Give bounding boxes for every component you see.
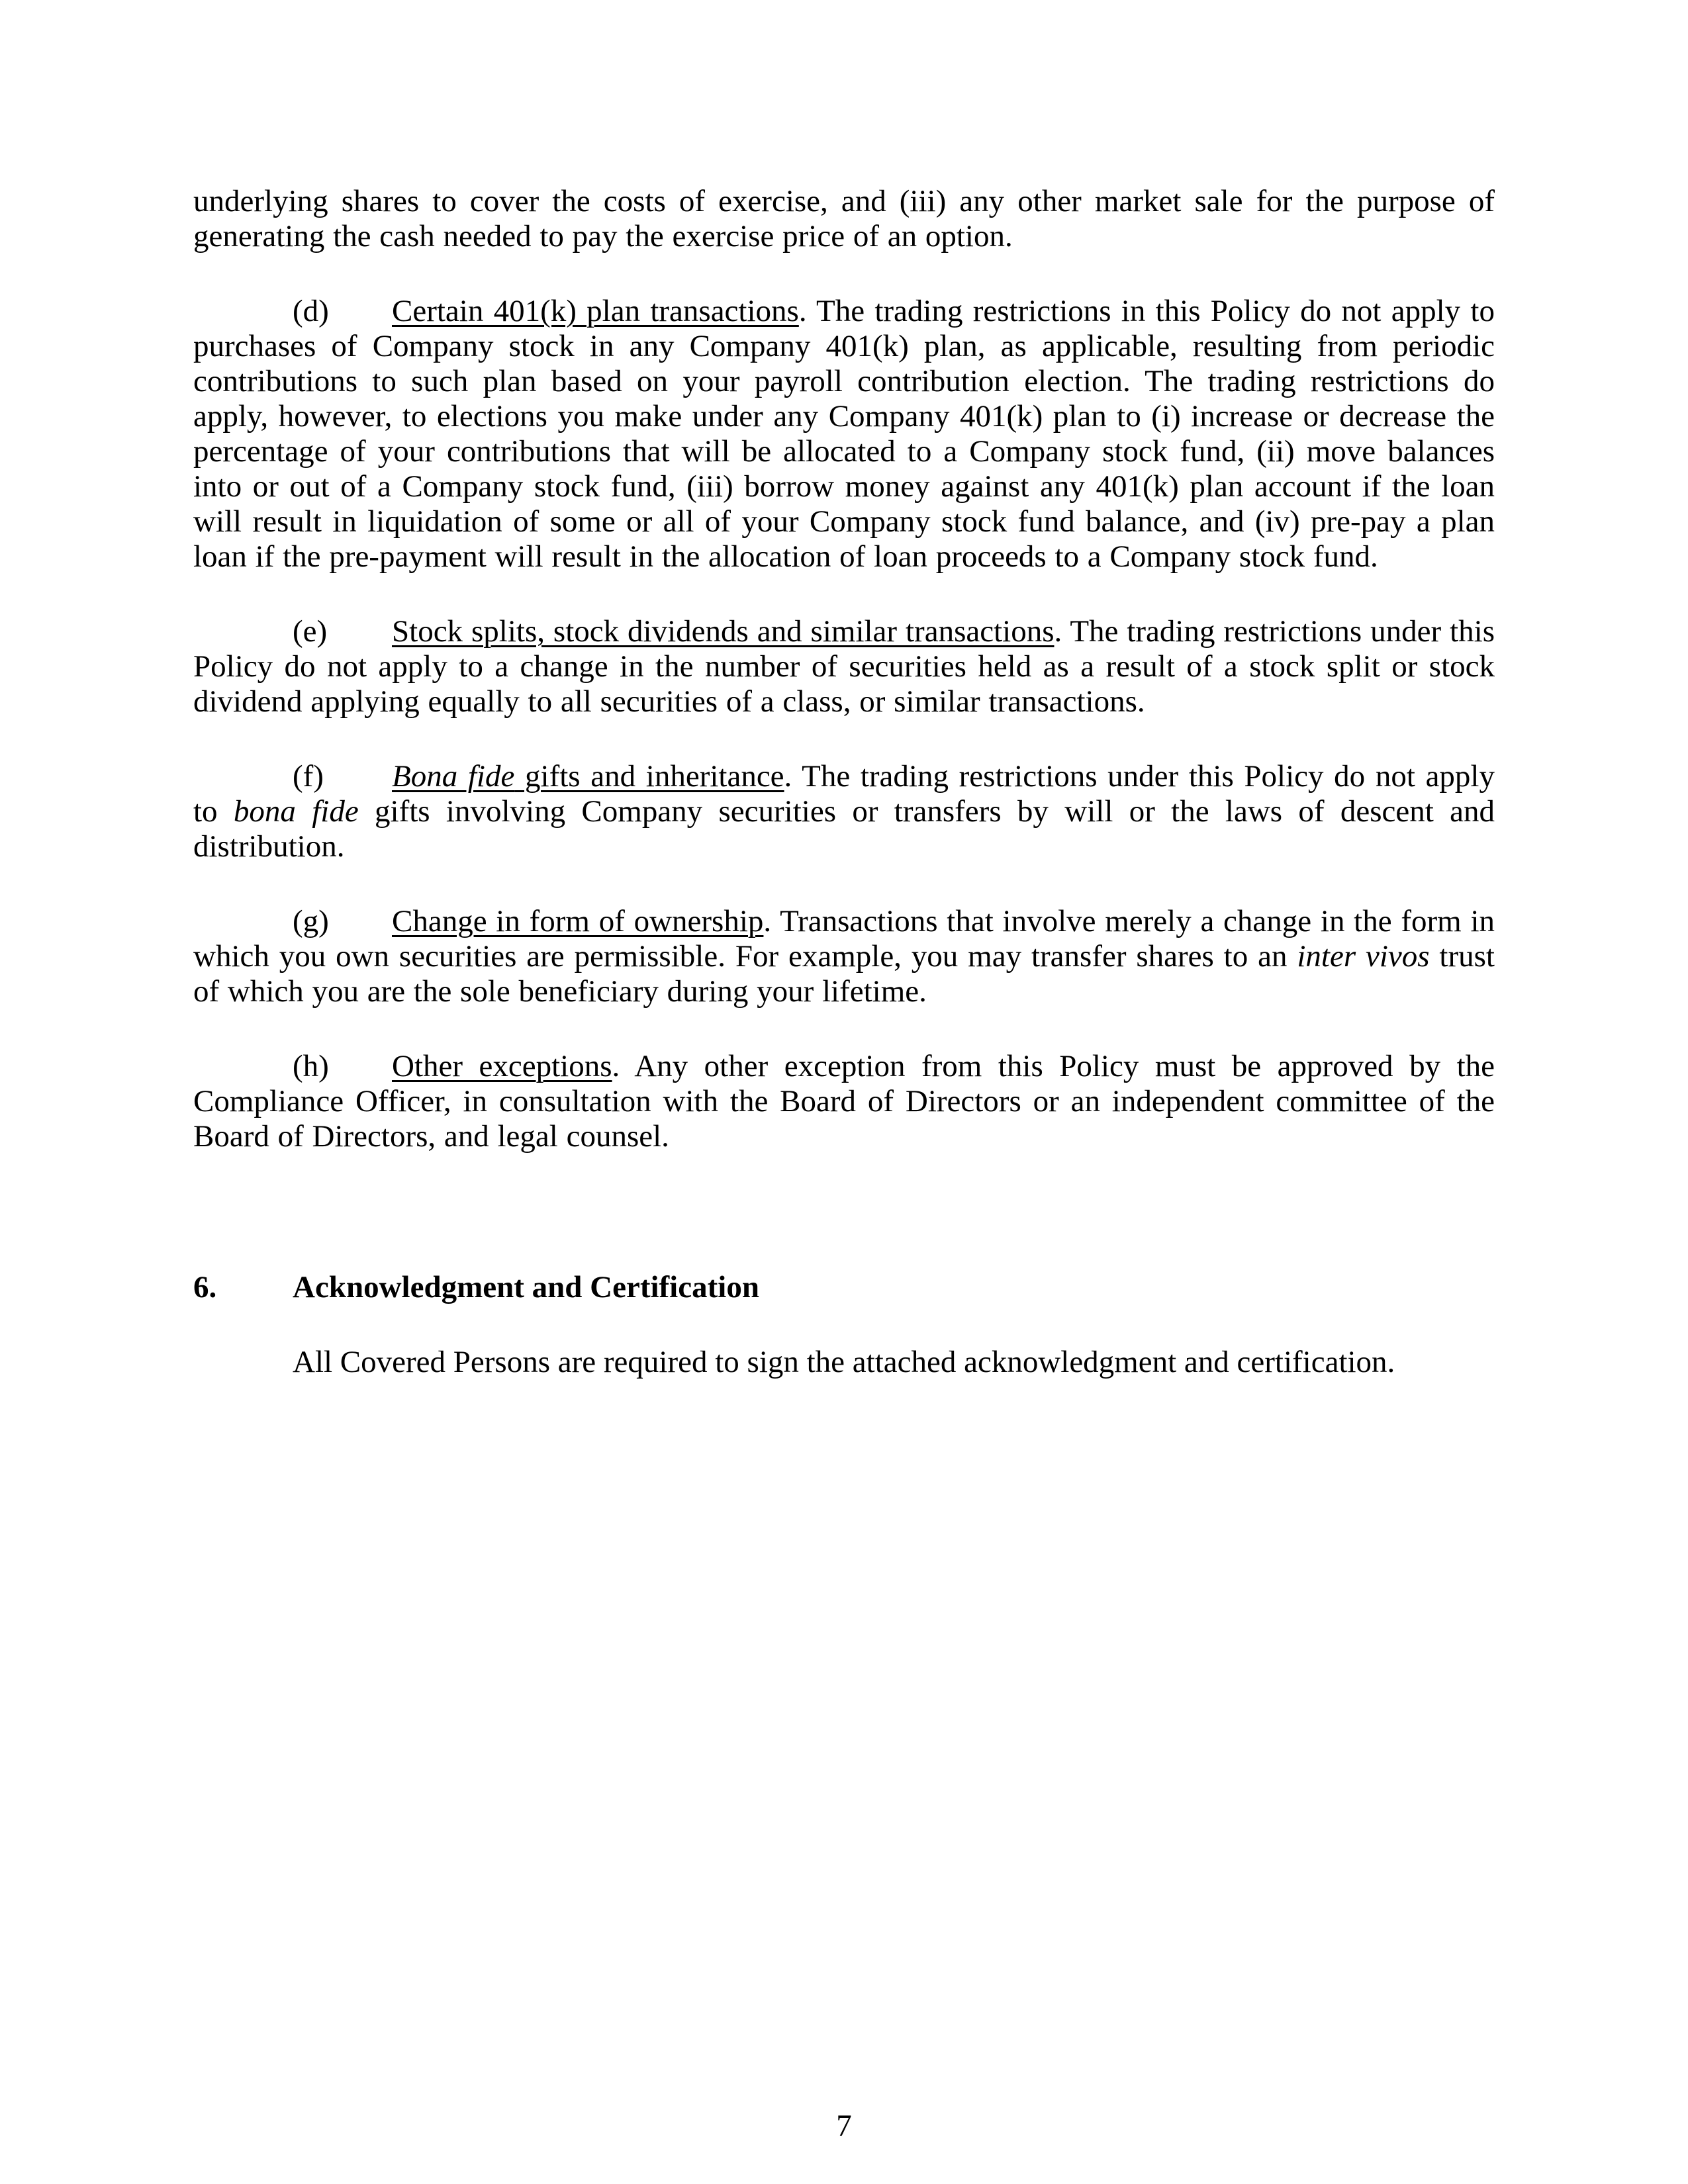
item-heading-f xyxy=(392,759,784,794)
paragraph-f xyxy=(193,759,1495,864)
item-heading-e: Stock splits, stock dividends and similar transactions xyxy=(392,614,1055,649)
item-body-g-italic: inter vivos xyxy=(1297,939,1430,974)
item-body-f-italic: bona fide xyxy=(233,794,359,829)
item-body-e: . The trading restrictions under this Policy do not apply to a change in the number of securities held as a result of a stock split or stock dividend applying equally to all securities of a class, or similar transactions. xyxy=(193,614,1495,719)
paragraph-h xyxy=(193,1049,1495,1154)
item-label-g: (g) xyxy=(293,904,329,938)
item-label-h: (h) xyxy=(293,1049,329,1083)
item-body-d: . The trading restrictions in this Policy do not apply to purchases of Company stock in any Company 401(k) plan, as applicable, resulting from periodic contributions to such plan based on your payroll contribution election. The trading restrictions do apply, however, to elections you make under any Company 401(k) plan to (i) increase or decrease the percentage of your contributions that will be allocated to a Company stock fund, (ii) move balances into or out of a Company stock fund, (iii) borrow money against any 401(k) plan account if the loan will result in liquidation of some or all of your Company stock fund balance, and (iv) pre-pay a plan loan if the pre-payment will result in the allocation of loan proceeds to a Company stock fund. xyxy=(193,294,1495,574)
page-number: 7 xyxy=(836,2109,852,2143)
item-heading-d: Certain 401(k) plan transactions xyxy=(392,294,799,328)
item-heading-f-italic: Bona fide xyxy=(392,759,515,794)
section-number: 6. xyxy=(193,1270,217,1304)
item-body-h: . Any other exception from this Policy must be approved by the Compliance Officer, in consultation with the Board of Directors or an independent committee of the Board of Directors, and legal counsel. xyxy=(193,1049,1495,1154)
document-body xyxy=(193,184,1495,1380)
paragraph-closing: All Covered Persons are required to sign the attached acknowledgment and certification. xyxy=(293,1345,1395,1379)
paragraph-d xyxy=(193,294,1495,574)
item-heading-f-rest: gifts and inheritance xyxy=(514,759,784,794)
item-label-f: (f) xyxy=(293,759,324,794)
item-heading-g: Change in form of ownership xyxy=(392,904,764,938)
paragraph-continuation: underlying shares to cover the costs of exercise, and (iii) any other market sale for the purpose of generating the cash needed to pay the exercise price of an option. xyxy=(193,184,1495,253)
item-body-g-1: . Transactions that involve merely a change in the form in which you own securities are permissible. For example, you may transfer shares to an xyxy=(193,904,1495,974)
paragraph-g xyxy=(193,904,1495,1009)
item-heading-h: Other exceptions xyxy=(392,1049,612,1083)
section-heading xyxy=(193,1270,1495,1305)
section-title: Acknowledgment and Certification xyxy=(293,1270,759,1304)
paragraph-e xyxy=(193,614,1495,719)
item-label-d: (d) xyxy=(293,294,329,328)
item-body-f-2: gifts involving Company securities or transfers by will or the laws of descent and distribution. xyxy=(193,794,1495,864)
item-body-g-2: trust of which you are the sole beneficiary during your lifetime. xyxy=(193,939,1495,1009)
item-label-e: (e) xyxy=(293,614,328,649)
item-body-f-1: . The trading restrictions under this Policy do not apply to xyxy=(193,759,1495,829)
